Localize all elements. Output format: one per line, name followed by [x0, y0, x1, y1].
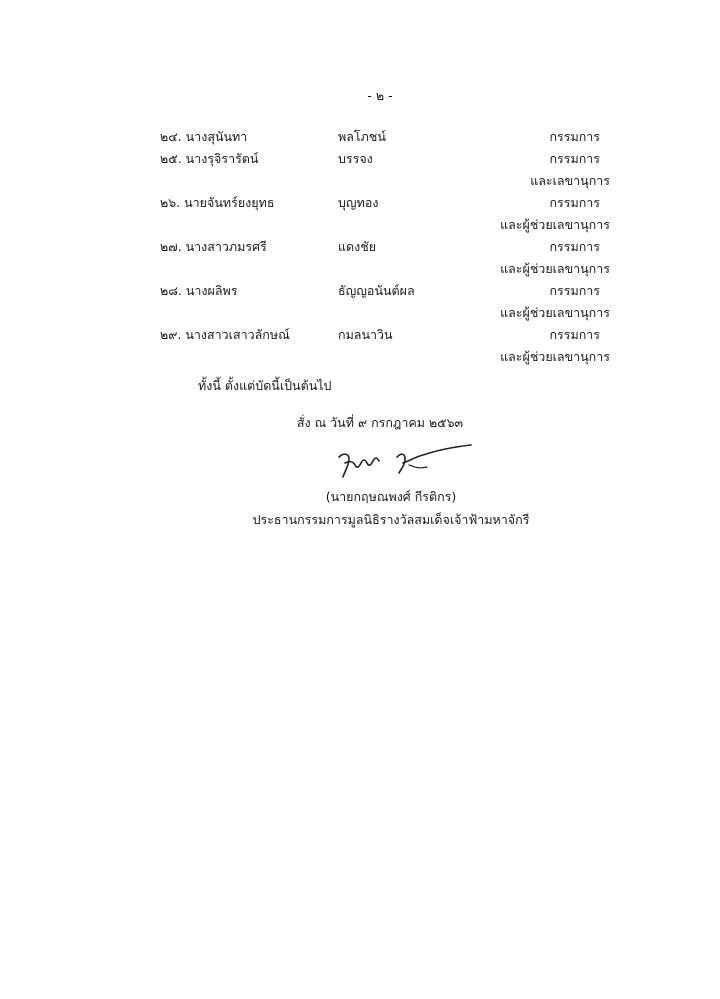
member-role: กรรมการ: [549, 129, 600, 144]
member-surname: ธัญญอนันต์ผล: [338, 283, 415, 298]
member-row-28-extra: [160, 302, 610, 324]
member-role: กรรมการ: [549, 151, 600, 166]
signature-image: [335, 443, 475, 483]
member-row-29: [160, 324, 610, 346]
member-role-extra: และผู้ช่วยเลขานุการ: [500, 261, 610, 276]
member-name: ๒๕. นางรุจิรารัตน์: [160, 151, 259, 166]
member-name: ๒๔. นางสุนันทา: [160, 129, 248, 144]
member-row-25: [160, 148, 610, 170]
member-row-29-extra: [160, 346, 610, 368]
member-name: ๒๙. นางสาวเสาวลักษณ์: [160, 327, 290, 342]
effective-statement: ทั้งนี้ ตั้งแต่บัดนี้เป็นต้นไป: [198, 378, 332, 393]
signer-name: (นายกฤษณพงศ์ กีรติกร): [325, 489, 457, 504]
member-surname: บุญทอง: [338, 195, 379, 210]
signer-title: ประธานกรรมการมูลนิธิรางวัลสมเด็จเจ้าฟ้ามหาจักรี: [252, 512, 530, 527]
member-role: กรรมการ: [549, 195, 600, 210]
member-name: ๒๗. นางสาวภมรศรี: [160, 239, 267, 254]
member-row-25-extra: [160, 170, 610, 192]
member-row-26-extra: [160, 214, 610, 236]
member-row-27-extra: [160, 258, 610, 280]
member-name: ๒๘. นางผลิพร: [160, 283, 238, 298]
member-role-extra: และเลขานุการ: [530, 173, 610, 188]
order-date: สั่ง ณ วันที่ ๙ กรกฎาคม ๒๕๖๓: [296, 415, 464, 430]
member-role: กรรมการ: [549, 239, 600, 254]
member-surname: บรรจง: [338, 151, 373, 166]
member-surname: พลโภชน์: [338, 129, 386, 144]
member-row-27: [160, 236, 610, 258]
member-role: กรรมการ: [549, 327, 600, 342]
member-role-extra: และผู้ช่วยเลขานุการ: [500, 349, 610, 364]
page-number: - ๒ -: [367, 88, 393, 103]
member-name: ๒๖. นายจันทร์ยงยุทธ: [160, 195, 275, 210]
member-role: กรรมการ: [549, 283, 600, 298]
member-row-26: [160, 192, 610, 214]
member-surname: แดงชัย: [338, 239, 377, 254]
member-role-extra: และผู้ช่วยเลขานุการ: [500, 217, 610, 232]
member-row-28: [160, 280, 610, 302]
member-role-extra: และผู้ช่วยเลขานุการ: [500, 305, 610, 320]
member-surname: กมลนาวิน: [338, 327, 393, 342]
member-row-24: [160, 126, 610, 148]
member-list: [160, 126, 610, 368]
